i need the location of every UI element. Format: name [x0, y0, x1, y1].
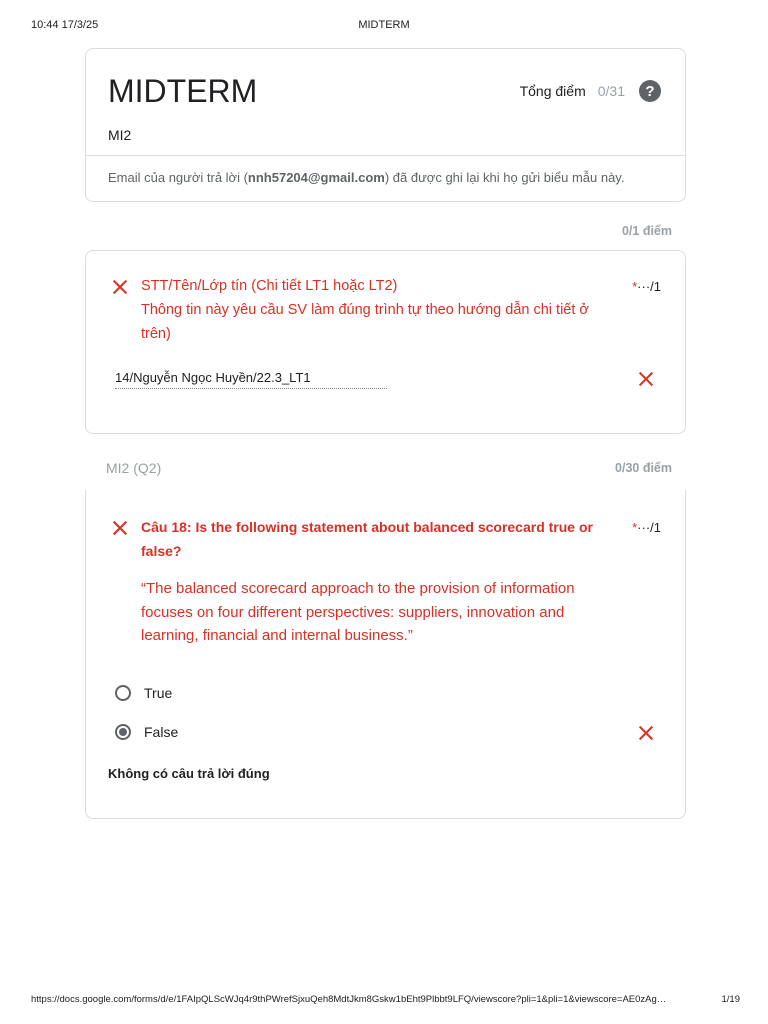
option-label: False: [144, 724, 179, 740]
option-incorrect-x-icon: [638, 725, 654, 741]
email-note: [108, 170, 624, 185]
answer-underline: [115, 388, 387, 389]
total-score-label: Tổng điểm: [519, 83, 586, 99]
radio-checked-icon[interactable]: [115, 724, 131, 740]
email-note-suffix: ) đã được ghi lại khi họ gửi biểu mẫu này.: [384, 170, 625, 185]
required-mark: *: [632, 279, 638, 294]
question1-points-value: ···/1: [637, 279, 661, 294]
print-title: MIDTERM: [358, 19, 410, 31]
question1-section-points: 0/1 điểm: [621, 224, 672, 238]
incorrect-x-icon: [112, 520, 128, 536]
page-number: 1/19: [721, 994, 740, 1005]
option-false[interactable]: [115, 724, 178, 740]
question2-card: [85, 490, 686, 819]
no-correct-answer: Không có câu trả lời đúng: [108, 766, 270, 781]
question1-points: [632, 279, 661, 294]
question2-title: Câu 18: Is the following statement about balanced scorecard true or false?: [141, 519, 593, 559]
option-label: True: [144, 685, 173, 701]
form-header-card: [85, 48, 686, 202]
print-timestamp: 10:44 17/3/25: [31, 19, 99, 31]
incorrect-x-icon: [112, 279, 128, 295]
question1-title: [141, 274, 611, 346]
question1-card: [85, 250, 686, 434]
header-divider: [86, 155, 685, 156]
option-true[interactable]: [115, 685, 172, 701]
question1-answer: 14/Nguyễn Ngọc Huyền/22.3_LT1: [115, 370, 311, 385]
section2-points: 0/30 điểm: [615, 461, 672, 475]
question2-quote: “The balanced scorecard approach to the provision of information focuses on four different perspectives: suppliers, innovation and learning, financial and internal business.”: [141, 580, 575, 644]
answer-incorrect-x-icon: [638, 371, 654, 387]
question2-points: [632, 520, 661, 535]
form-description: MI2: [108, 127, 132, 143]
email-note-prefix: Email của người trả lời (: [108, 170, 248, 185]
question1-title-line2: Thông tin này yêu cầu SV làm đúng trình tự theo hướng dẫn chi tiết ở trên): [141, 302, 589, 342]
total-score-value: 0/31: [597, 83, 625, 99]
question2-points-value: ···/1: [637, 520, 661, 535]
respondent-email: nnh57204@gmail.com: [247, 170, 385, 185]
page-url: https://docs.google.com/forms/d/e/1FAIpQLScWJq4r9thPWrefSjxuQeh8MdtJkm8Gskw1bEht9Plbbt9LFQ/viewscore?pli=1&pli=1&viewscore=AE0zAg…: [31, 994, 667, 1005]
form-title: MIDTERM: [108, 73, 258, 109]
help-circle-icon[interactable]: ?: [639, 80, 661, 102]
section2-label: MI2 (Q2): [106, 460, 162, 476]
total-score: [520, 80, 661, 102]
radio-unchecked-icon[interactable]: [115, 685, 131, 701]
question1-title-line1: STT/Tên/Lớp tín (Chi tiết LT1 hoặc LT2): [141, 278, 398, 294]
required-mark: *: [632, 520, 638, 535]
